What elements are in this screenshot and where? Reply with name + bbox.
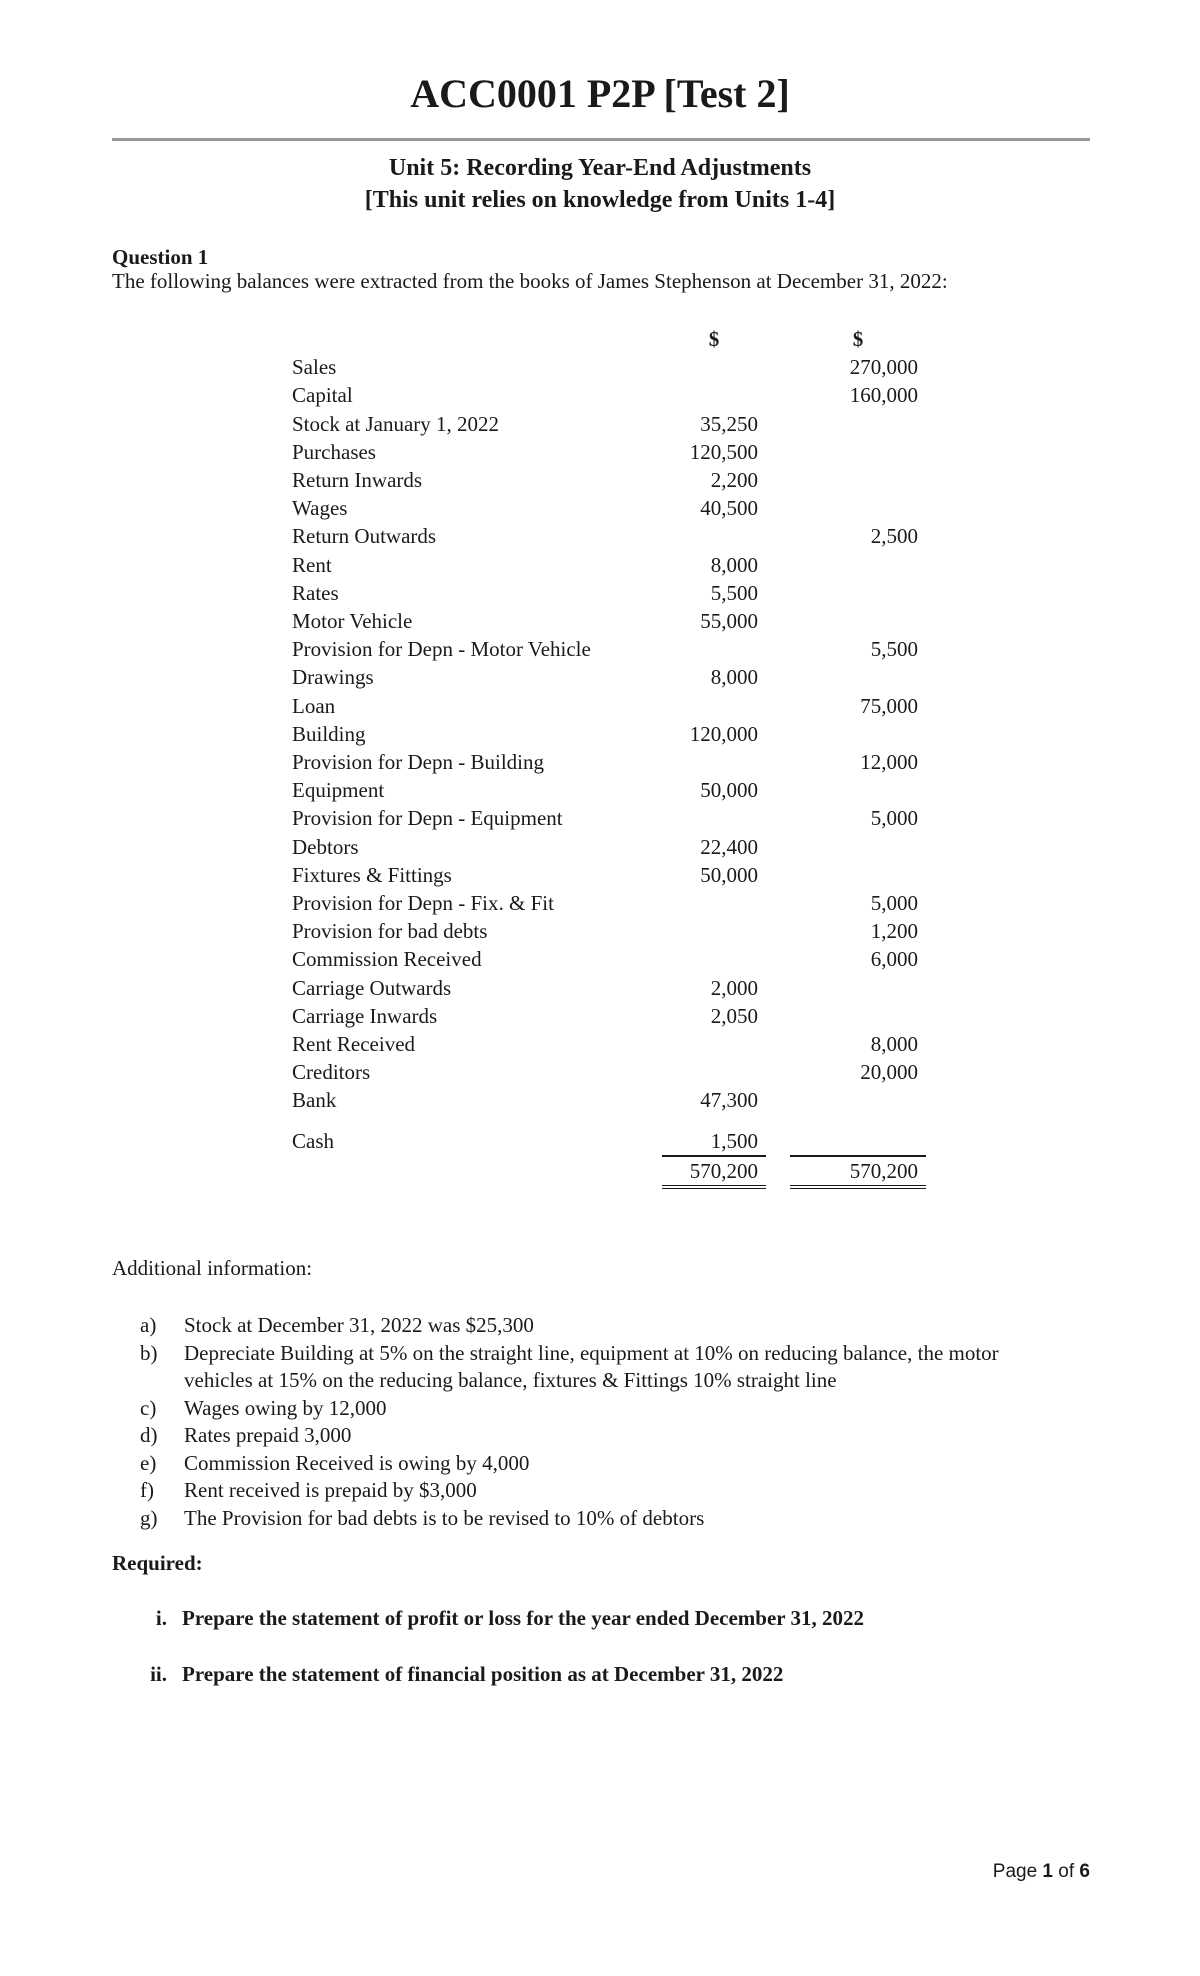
page-of: of [1058, 1861, 1075, 1882]
debit-amount [662, 917, 766, 945]
trial-balance-row [292, 1086, 926, 1114]
debit-amount: 5,500 [710, 580, 758, 605]
debit-amount [662, 692, 766, 720]
debit-amount [662, 381, 766, 409]
additional-info-item [140, 1477, 1060, 1505]
additional-info-list [140, 1312, 1060, 1532]
debit-amount: 50,000 [700, 778, 758, 803]
account-name: Purchases [292, 439, 376, 464]
credit-column-header: $ [852, 327, 864, 351]
account-name: Bank [292, 1088, 337, 1113]
trial-balance-row [292, 494, 926, 522]
page-current: 1 [1042, 1861, 1053, 1882]
trial-balance-row [292, 1058, 926, 1086]
credit-amount: 5,000 [870, 891, 918, 916]
trial-balance-row [292, 833, 926, 861]
credit-amount [790, 720, 926, 748]
info-item-text: Stock at December 31, 2022 was $25,300 [184, 1313, 534, 1337]
credit-amount: 2,500 [870, 524, 918, 549]
credit-amount [790, 466, 926, 494]
account-name: Provision for Depn - Building [292, 750, 544, 775]
debit-amount [662, 353, 766, 381]
debit-amount [662, 889, 766, 917]
debit-amount: 2,050 [710, 1003, 758, 1028]
credit-amount: 5,500 [870, 637, 918, 662]
required-item [112, 1605, 864, 1631]
account-name: Cash [292, 1129, 334, 1154]
credit-amount [790, 579, 926, 607]
unit-title: Unit 5: Recording Year-End Adjustments [388, 155, 812, 181]
trial-balance-row [292, 804, 926, 832]
cash-row [292, 1127, 926, 1156]
credit-total: 570,200 [790, 1156, 926, 1187]
required-item [112, 1661, 783, 1687]
debit-amount [662, 1030, 766, 1058]
trial-balance-row [292, 551, 926, 579]
account-name: Debtors [292, 834, 359, 859]
question-heading: Question 1 [112, 245, 209, 269]
trial-balance-row [292, 720, 926, 748]
trial-balance-row [292, 607, 926, 635]
credit-amount [790, 974, 926, 1002]
info-item-text: Commission Received is owing by 4,000 [184, 1450, 530, 1475]
debit-amount: 35,250 [700, 411, 758, 436]
info-item-marker: e) [140, 1450, 157, 1475]
trial-balance-row [292, 353, 926, 381]
account-name: Wages [292, 496, 348, 521]
debit-amount [662, 1058, 766, 1086]
account-name: Rent Received [292, 1032, 416, 1057]
debit-amount: 8,000 [710, 665, 758, 690]
debit-amount: 120,000 [689, 721, 758, 746]
debit-amount: 40,500 [700, 496, 758, 521]
debit-amount [662, 945, 766, 973]
credit-amount: 12,000 [860, 750, 918, 775]
account-name: Provision for Depn - Motor Vehicle [292, 637, 591, 662]
info-item-text: Rates prepaid 3,000 [184, 1423, 352, 1447]
info-item-marker: d) [140, 1423, 158, 1447]
credit-amount [790, 410, 926, 438]
account-name: Equipment [292, 778, 385, 803]
account-name: Rent [292, 552, 332, 577]
credit-amount [790, 1002, 926, 1030]
debit-amount: 22,400 [700, 834, 758, 859]
required-item-marker: i. [155, 1606, 167, 1630]
credit-amount [790, 833, 926, 861]
account-name: Motor Vehicle [292, 609, 413, 634]
trial-balance-row [292, 522, 926, 550]
required-heading: Required: [112, 1551, 203, 1575]
account-name: Carriage Inwards [292, 1003, 438, 1028]
page-label: Page [992, 1861, 1038, 1882]
account-name: Provision for bad debts [292, 919, 488, 944]
page-total: 6 [1079, 1861, 1090, 1882]
trial-balance-row [292, 1030, 926, 1058]
trial-balance-row [292, 861, 926, 889]
account-name: Rates [292, 580, 339, 605]
debit-total: 570,200 [662, 1156, 766, 1187]
account-name: Drawings [292, 665, 374, 690]
additional-info-item [140, 1312, 1060, 1340]
account-name: Creditors [292, 1060, 371, 1085]
debit-amount [662, 804, 766, 832]
trial-balance-row [292, 776, 926, 804]
credit-amount: 5,000 [870, 806, 918, 831]
credit-amount [790, 551, 926, 579]
trial-balance-row [292, 889, 926, 917]
account-name: Capital [292, 383, 353, 408]
additional-info-item [140, 1422, 1060, 1450]
account-name: Fixtures & Fittings [292, 862, 452, 887]
debit-amount: 120,500 [689, 439, 758, 464]
info-item-text: Depreciate Building at 5% on the straight line, equipment at 10% on reducing balance, the motor vehicles at 15% on the reducing balance, fixtures & Fittings 10% straight line [184, 1340, 999, 1392]
trial-balance-row [292, 663, 926, 691]
trial-balance-row [292, 692, 926, 720]
title-divider [112, 138, 1090, 141]
credit-amount [790, 1086, 926, 1114]
account-name: Provision for Depn - Equipment [292, 806, 563, 831]
additional-info-item [140, 1505, 1060, 1533]
debit-amount: 8,000 [710, 552, 758, 577]
additional-info-heading: Additional information: [112, 1256, 313, 1280]
page-title: ACC0001 P2P [Test 2] [410, 71, 790, 116]
credit-amount [790, 663, 926, 691]
required-item-text: Prepare the statement of profit or loss for the year ended December 31, 2022 [182, 1606, 864, 1630]
debit-amount [662, 635, 766, 663]
info-item-text: The Provision for bad debts is to be revised to 10% of debtors [184, 1505, 705, 1530]
account-name: Carriage Outwards [292, 975, 452, 1000]
account-name: Provision for Depn - Fix. & Fit [292, 891, 554, 916]
unit-subtitle: [This unit relies on knowledge from Units 1-4] [364, 187, 836, 213]
credit-amount [790, 861, 926, 889]
additional-info-item [140, 1450, 1060, 1478]
info-item-marker: f) [140, 1478, 154, 1502]
totals-row [292, 1156, 926, 1187]
credit-amount [790, 776, 926, 804]
trial-balance-row [292, 748, 926, 776]
debit-amount: 2,200 [710, 468, 758, 493]
page-number [993, 1860, 1090, 1884]
account-name: Stock at January 1, 2022 [292, 411, 500, 436]
debit-amount: 47,300 [700, 1088, 758, 1113]
credit-amount: 270,000 [849, 355, 918, 380]
credit-amount: 8,000 [870, 1032, 918, 1057]
account-column-header [292, 325, 662, 353]
info-item-text: Rent received is prepaid by $3,000 [184, 1478, 477, 1502]
account-name: Commission Received [292, 947, 482, 972]
debit-amount [662, 748, 766, 776]
trial-balance-row [292, 917, 926, 945]
credit-amount [790, 438, 926, 466]
trial-balance-row [292, 438, 926, 466]
debit-amount: 2,000 [710, 975, 758, 1000]
question-intro: The following balances were extracted from the books of James Stephenson at December 31, 2022: [112, 269, 948, 293]
account-name: Sales [292, 355, 337, 380]
account-name: Loan [292, 693, 336, 718]
info-item-marker: c) [140, 1395, 157, 1420]
additional-info-item [140, 1340, 1060, 1395]
trial-balance-row [292, 381, 926, 409]
info-item-marker: b) [140, 1340, 158, 1365]
trial-balance-header-row [292, 325, 926, 353]
debit-amount: 50,000 [700, 862, 758, 887]
trial-balance-row [292, 635, 926, 663]
credit-amount: 1,200 [870, 919, 918, 944]
info-item-marker: a) [140, 1313, 157, 1337]
trial-balance-row [292, 466, 926, 494]
trial-balance-row [292, 1002, 926, 1030]
credit-amount [790, 494, 926, 522]
trial-balance-table [292, 325, 926, 1189]
account-name: Return Outwards [292, 524, 437, 549]
trial-balance-row [292, 945, 926, 973]
required-item-text: Prepare the statement of financial position as at December 31, 2022 [182, 1662, 784, 1686]
trial-balance-row [292, 974, 926, 1002]
additional-info-item [140, 1395, 1060, 1423]
debit-amount: 55,000 [700, 609, 758, 634]
credit-amount [790, 607, 926, 635]
credit-amount: 160,000 [849, 383, 918, 408]
account-name: Building [292, 721, 366, 746]
debit-column-header: $ [708, 327, 720, 351]
credit-amount: 20,000 [860, 1060, 918, 1085]
credit-amount: 75,000 [860, 693, 918, 718]
info-item-text: Wages owing by 12,000 [184, 1395, 387, 1420]
trial-balance-row [292, 579, 926, 607]
credit-amount [790, 1127, 926, 1156]
info-item-marker: g) [140, 1505, 158, 1530]
account-name: Return Inwards [292, 468, 423, 493]
debit-amount: 1,500 [662, 1127, 766, 1156]
debit-amount [662, 522, 766, 550]
unit-heading [0, 152, 1200, 216]
trial-balance-row [292, 410, 926, 438]
credit-amount: 6,000 [870, 947, 918, 972]
required-item-marker: ii. [150, 1662, 167, 1686]
